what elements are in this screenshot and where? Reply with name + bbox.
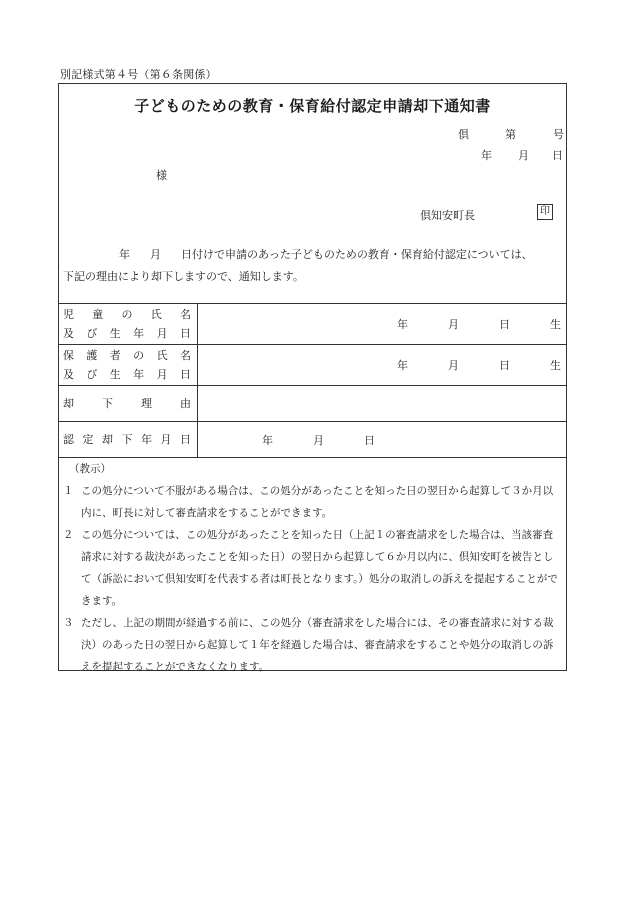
guardian-label [59, 345, 198, 386]
label-char: 生 [109, 368, 121, 381]
issue-month: 月 [518, 149, 529, 162]
note-text: この処分について不服がある場合は、この処分があったことを知った日の翌日から起算して３か月以内に、町長に対して審査請求をすることができます。 [81, 485, 554, 519]
instruction-notes [63, 458, 560, 678]
label-char: 日 [179, 368, 191, 381]
table-row-child [59, 304, 567, 345]
note-number: ３ [63, 617, 74, 629]
date-placeholder: 月 [448, 318, 459, 331]
label-char: 却 [102, 433, 113, 446]
ref-go: 号 [553, 128, 564, 141]
label-char: 年 [141, 433, 152, 446]
label-char: 理 [141, 397, 152, 410]
label-char: 月 [156, 368, 168, 381]
date-placeholder: 生 [550, 359, 561, 372]
note-item-2 [63, 524, 560, 612]
notice-body [63, 244, 562, 288]
addressee-suffix: 様 [156, 169, 167, 182]
date-placeholder: 生 [550, 318, 561, 331]
ref-prefix: 倶 [458, 128, 469, 141]
issuer-name: 倶知安町長 [420, 209, 475, 222]
child-label [59, 304, 198, 345]
rejection-date-label [59, 422, 198, 458]
label-char: 年 [133, 368, 145, 381]
label-char: 認 [63, 433, 74, 446]
table-row-guardian [59, 345, 567, 386]
notice-body-line2: 下記の理由により却下しますので、通知します。 [63, 270, 304, 283]
label-char: 者 [109, 349, 121, 362]
label-char: 氏 [150, 308, 162, 321]
date-placeholder: 年 [397, 359, 408, 372]
label-char: 月 [160, 433, 172, 446]
label-char: 下 [102, 397, 113, 410]
label-char: び [86, 327, 98, 340]
notice-frame [58, 83, 567, 671]
label-char: 名 [179, 349, 191, 362]
date-placeholder: 日 [499, 359, 510, 372]
note-text: この処分については、この処分があったことを知った日（上記１の審査請求をした場合は、当該審査請求に対する裁決があったことを知った日）の翌日から起算して６か月以内に、倶知安町を被告として（訴訟において倶知安町を代表する者は町長となります。）処分の取消しの訴えを提起することができます。 [81, 529, 558, 607]
body-month: 月 [150, 248, 161, 261]
note-number: ２ [63, 529, 74, 541]
date-placeholder: 月 [448, 359, 459, 372]
date-placeholder: 年 [397, 318, 408, 331]
reason-label [59, 386, 198, 422]
child-value [198, 304, 567, 345]
label-char: 名 [180, 308, 191, 321]
notice-body-line1 [63, 244, 562, 266]
table-row-rejection-date [59, 422, 567, 458]
label-char: 下 [121, 433, 133, 446]
label-char: 由 [180, 397, 191, 410]
body-year: 年 [119, 248, 130, 261]
note-item-3 [63, 612, 560, 678]
date-placeholder: 日 [364, 433, 375, 447]
ref-dai: 第 [505, 128, 516, 141]
seal-mark: 印 [537, 204, 553, 220]
document-title: 子どものための教育・保育給付認定申請却下通知書 [134, 97, 491, 115]
label-char: 及 [63, 368, 74, 381]
label-char: 児 [63, 308, 74, 321]
notes-heading: （教示） [69, 463, 111, 475]
label-char: 却 [63, 397, 74, 410]
label-char: 童 [92, 308, 104, 321]
body-line1-rest: 日付けで申請のあった子どものための教育・保育給付認定については、 [181, 248, 533, 261]
label-char: 護 [86, 349, 98, 362]
rejection-date-value [198, 422, 567, 458]
date-placeholder: 日 [499, 318, 510, 331]
label-char: 生 [109, 327, 121, 340]
label-char: 及 [63, 327, 74, 340]
label-char: 日 [180, 433, 191, 446]
label-char: 定 [82, 433, 94, 446]
note-number: １ [63, 485, 74, 497]
label-char: び [86, 368, 98, 381]
label-char: の [133, 349, 145, 362]
issue-day: 日 [552, 149, 563, 162]
label-char: 保 [63, 349, 74, 362]
note-text: ただし、上記の期間が経過する前に、この処分（審査請求をした場合には、その審査請求に対する裁決）のあった日の翌日から起算して１年を経過した場合は、審査請求をすることや処分の取消しの訴えを提起することができなくなります。 [81, 617, 554, 673]
table-row-reason [59, 386, 567, 422]
applicant-info-table [58, 303, 567, 458]
label-char: 月 [156, 327, 168, 340]
label-char: 日 [179, 327, 191, 340]
label-char: 年 [133, 327, 145, 340]
label-char: 氏 [156, 349, 168, 362]
date-placeholder: 月 [313, 433, 324, 447]
note-item-1 [63, 480, 560, 524]
form-number-label: 別記様式第４号（第６条関係） [60, 68, 217, 81]
issue-year: 年 [481, 149, 492, 162]
label-char: の [121, 308, 133, 321]
reason-value [198, 386, 567, 422]
guardian-value [198, 345, 567, 386]
date-placeholder: 年 [262, 433, 273, 447]
